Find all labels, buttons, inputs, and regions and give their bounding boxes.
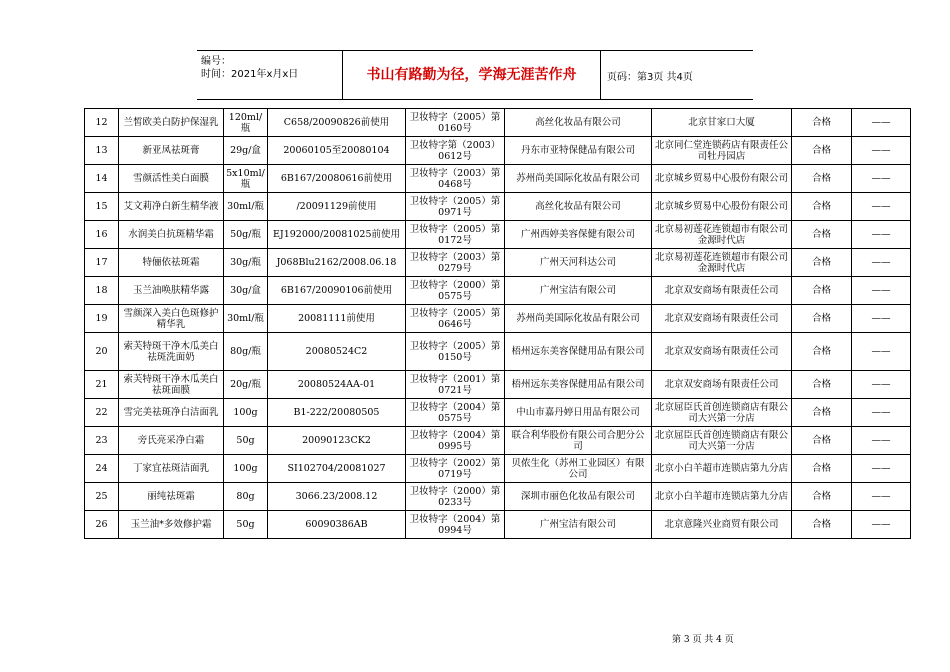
result-cell: 合格 (792, 193, 852, 221)
row-number-cell: 21 (85, 371, 119, 399)
manufacturer-cell: 苏州尚美国际化妆品有限公司 (505, 165, 652, 193)
table-row (85, 109, 911, 137)
remark-cell: —— (852, 249, 911, 277)
license-number-cell: 卫妆特字第（2003）0612号 (406, 137, 505, 165)
table-row (85, 333, 911, 371)
row-number-cell: 17 (85, 249, 119, 277)
time-label: 时间：2021年x月x日 (201, 69, 299, 80)
product-name-cell: 索芙特斑干净木瓜美白祛斑面膜 (119, 371, 224, 399)
remark-cell: —— (852, 109, 911, 137)
product-name-cell: 玉兰油唤肤精华露 (119, 277, 224, 305)
spec-cell: 30ml/瓶 (224, 193, 268, 221)
result-cell: 合格 (792, 221, 852, 249)
manufacturer-cell: 丹东市亚特保健品有限公司 (505, 137, 652, 165)
license-number-cell: 卫妆特字（2002）第0719号 (406, 455, 505, 483)
batch-number-cell: 20080524C2 (268, 333, 406, 371)
table-row (85, 193, 911, 221)
row-number-cell: 12 (85, 109, 119, 137)
remark-cell: —— (852, 277, 911, 305)
table-row (85, 455, 911, 483)
header-divider (600, 51, 601, 99)
product-name-cell: 旁氏亮采净白霜 (119, 427, 224, 455)
license-number-cell: 卫妆特字（2005）第0150号 (406, 333, 505, 371)
table-row (85, 137, 911, 165)
batch-number-cell: EJ192000/20081025前使用 (268, 221, 406, 249)
result-cell: 合格 (792, 137, 852, 165)
result-cell: 合格 (792, 399, 852, 427)
row-number-cell: 13 (85, 137, 119, 165)
license-number-cell: 卫妆特字（2005）第0160号 (406, 109, 505, 137)
manufacturer-cell: 广州西婷美容保健有限公司 (505, 221, 652, 249)
product-name-cell: 兰皙欧美白防护保湿乳 (119, 109, 224, 137)
table-row (85, 371, 911, 399)
batch-number-cell: C658/20090826前使用 (268, 109, 406, 137)
row-number-cell: 26 (85, 511, 119, 539)
row-number-cell: 24 (85, 455, 119, 483)
batch-number-cell: 20081111前使用 (268, 305, 406, 333)
result-cell: 合格 (792, 371, 852, 399)
row-number-cell: 25 (85, 483, 119, 511)
sampling-site-cell: 北京甘家口大厦 (652, 109, 792, 137)
spec-cell: 30g/盒 (224, 277, 268, 305)
license-number-cell: 卫妆特字（2001）第0721号 (406, 371, 505, 399)
sampling-site-cell: 北京双安商场有限责任公司 (652, 305, 792, 333)
product-name-cell: 雪完美祛斑净白洁面乳 (119, 399, 224, 427)
result-cell: 合格 (792, 483, 852, 511)
result-cell: 合格 (792, 333, 852, 371)
product-name-cell: 水润美白抗斑精华霜 (119, 221, 224, 249)
result-cell: 合格 (792, 511, 852, 539)
remark-cell: —— (852, 483, 911, 511)
manufacturer-cell: 梧州远东美容保健用品有限公司 (505, 333, 652, 371)
spec-cell: 50g (224, 511, 268, 539)
sampling-site-cell: 北京城乡贸易中心股份有限公司 (652, 193, 792, 221)
sampling-site-cell: 北京小白羊超市连锁店第九分店 (652, 455, 792, 483)
spec-cell: 100g (224, 399, 268, 427)
license-number-cell: 卫妆特字（2004）第0575号 (406, 399, 505, 427)
manufacturer-cell: 苏州尚美国际化妆品有限公司 (505, 305, 652, 333)
license-number-cell: 卫妆特字（2004）第0994号 (406, 511, 505, 539)
spec-cell: 50g/瓶 (224, 221, 268, 249)
batch-number-cell: 6B167/20090106前使用 (268, 277, 406, 305)
manufacturer-cell: 梧州远东美容保健用品有限公司 (505, 371, 652, 399)
spec-cell: 120ml/瓶 (224, 109, 268, 137)
result-cell: 合格 (792, 305, 852, 333)
page-footer: 第 3 页 共 4 页 (672, 635, 734, 645)
license-number-cell: 卫妆特字（2000）第0575号 (406, 277, 505, 305)
remark-cell: —— (852, 333, 911, 371)
spec-cell: 80g/瓶 (224, 333, 268, 371)
product-name-cell: 索芙特斑干净木瓜美白祛斑洗面奶 (119, 333, 224, 371)
sampling-site-cell: 北京屈臣氏首创连锁商店有限公司大兴第一分店 (652, 399, 792, 427)
header-meta (197, 51, 342, 99)
table-row (85, 427, 911, 455)
sampling-site-cell: 北京易初莲花连锁超市有限公司金源时代店 (652, 221, 792, 249)
sampling-site-cell: 北京意隆兴业商贸有限公司 (652, 511, 792, 539)
table-row (85, 221, 911, 249)
batch-number-cell: 20060105至20080104 (268, 137, 406, 165)
sampling-site-cell: 北京屈臣氏首创连锁商店有限公司大兴第一分店 (652, 427, 792, 455)
remark-cell: —— (852, 137, 911, 165)
row-number-cell: 23 (85, 427, 119, 455)
manufacturer-cell: 深圳市丽色化妆品有限公司 (505, 483, 652, 511)
result-cell: 合格 (792, 109, 852, 137)
remark-cell: —— (852, 221, 911, 249)
remark-cell: —— (852, 399, 911, 427)
license-number-cell: 卫妆特字（2005）第0971号 (406, 193, 505, 221)
manufacturer-cell: 广州天河科达公司 (505, 249, 652, 277)
sampling-site-cell: 北京双安商场有限责任公司 (652, 333, 792, 371)
result-cell: 合格 (792, 277, 852, 305)
row-number-cell: 22 (85, 399, 119, 427)
manufacturer-cell: 中山市嘉丹婷日用品有限公司 (505, 399, 652, 427)
product-name-cell: 新亚凤祛斑膏 (119, 137, 224, 165)
remark-cell: —— (852, 305, 911, 333)
table-row (85, 249, 911, 277)
result-cell: 合格 (792, 165, 852, 193)
license-number-cell: 卫妆特字（2005）第0172号 (406, 221, 505, 249)
license-number-cell: 卫妆特字（2004）第0995号 (406, 427, 505, 455)
spec-cell: 80g (224, 483, 268, 511)
batch-number-cell: /20091129前使用 (268, 193, 406, 221)
spec-cell: 100g (224, 455, 268, 483)
header-motto: 书山有路勤为径，学海无涯苦作舟 (366, 67, 577, 83)
table-row (85, 399, 911, 427)
row-number-cell: 16 (85, 221, 119, 249)
header-page-number: 页码：第3页 共4页 (607, 72, 693, 83)
remark-cell: —— (852, 371, 911, 399)
table-row (85, 277, 911, 305)
batch-number-cell: 20090123CK2 (268, 427, 406, 455)
sampling-site-cell: 北京城乡贸易中心股份有限公司 (652, 165, 792, 193)
table-row (85, 511, 911, 539)
manufacturer-cell: 贝侬生化（苏州工业园区）有限公司 (505, 455, 652, 483)
batch-number-cell: 20080524AA-01 (268, 371, 406, 399)
remark-cell: —— (852, 165, 911, 193)
row-number-cell: 20 (85, 333, 119, 371)
license-number-cell: 卫妆特字（2000）第0233号 (406, 483, 505, 511)
sampling-site-cell: 北京同仁堂连锁药店有限责任公司牡丹园店 (652, 137, 792, 165)
table-row (85, 165, 911, 193)
row-number-cell: 19 (85, 305, 119, 333)
batch-number-cell: B1-222/20080505 (268, 399, 406, 427)
number-label: 编号： (201, 56, 231, 67)
manufacturer-cell: 高丝化妆品有限公司 (505, 109, 652, 137)
result-cell: 合格 (792, 455, 852, 483)
remark-cell: —— (852, 427, 911, 455)
product-name-cell: 艾文莉净白新生精华液 (119, 193, 224, 221)
batch-number-cell: 60090386AB (268, 511, 406, 539)
page-header (197, 50, 753, 100)
product-name-cell: 雪颜活性美白面膜 (119, 165, 224, 193)
product-name-cell: 特俪依祛斑霜 (119, 249, 224, 277)
product-name-cell: 丁家宜祛斑洁面乳 (119, 455, 224, 483)
product-name-cell: 玉兰油*多效修护霜 (119, 511, 224, 539)
sampling-site-cell: 北京双安商场有限责任公司 (652, 277, 792, 305)
remark-cell: —— (852, 193, 911, 221)
license-number-cell: 卫妆特字（2003）第0279号 (406, 249, 505, 277)
result-cell: 合格 (792, 249, 852, 277)
sampling-site-cell: 北京小白羊超市连锁店第九分店 (652, 483, 792, 511)
manufacturer-cell: 联合利华股份有限公司合肥分公司 (505, 427, 652, 455)
spec-cell: 5x10ml/瓶 (224, 165, 268, 193)
remark-cell: —— (852, 455, 911, 483)
manufacturer-cell: 高丝化妆品有限公司 (505, 193, 652, 221)
manufacturer-cell: 广州宝洁有限公司 (505, 511, 652, 539)
row-number-cell: 18 (85, 277, 119, 305)
product-name-cell: 丽纯祛斑霜 (119, 483, 224, 511)
batch-number-cell: 6B167/20080616前使用 (268, 165, 406, 193)
batch-number-cell: J068Blu2162/2008.06.18 (268, 249, 406, 277)
batch-number-cell: 3066.23/2008.12 (268, 483, 406, 511)
sampling-site-cell: 北京双安商场有限责任公司 (652, 371, 792, 399)
batch-number-cell: SI102704/20081027 (268, 455, 406, 483)
spec-cell: 30g/瓶 (224, 249, 268, 277)
license-number-cell: 卫妆特字（2005）第0646号 (406, 305, 505, 333)
spec-cell: 20g/瓶 (224, 371, 268, 399)
table-row (85, 483, 911, 511)
row-number-cell: 15 (85, 193, 119, 221)
spec-cell: 30ml/瓶 (224, 305, 268, 333)
product-name-cell: 雪颜深入美白色斑修护精华乳 (119, 305, 224, 333)
row-number-cell: 14 (85, 165, 119, 193)
product-table (84, 108, 911, 539)
sampling-site-cell: 北京易初莲花连锁超市有限公司金源时代店 (652, 249, 792, 277)
remark-cell: —— (852, 511, 911, 539)
spec-cell: 50g (224, 427, 268, 455)
result-cell: 合格 (792, 427, 852, 455)
table-row (85, 305, 911, 333)
spec-cell: 29g/盒 (224, 137, 268, 165)
license-number-cell: 卫妆特字（2003）第0468号 (406, 165, 505, 193)
manufacturer-cell: 广州宝洁有限公司 (505, 277, 652, 305)
